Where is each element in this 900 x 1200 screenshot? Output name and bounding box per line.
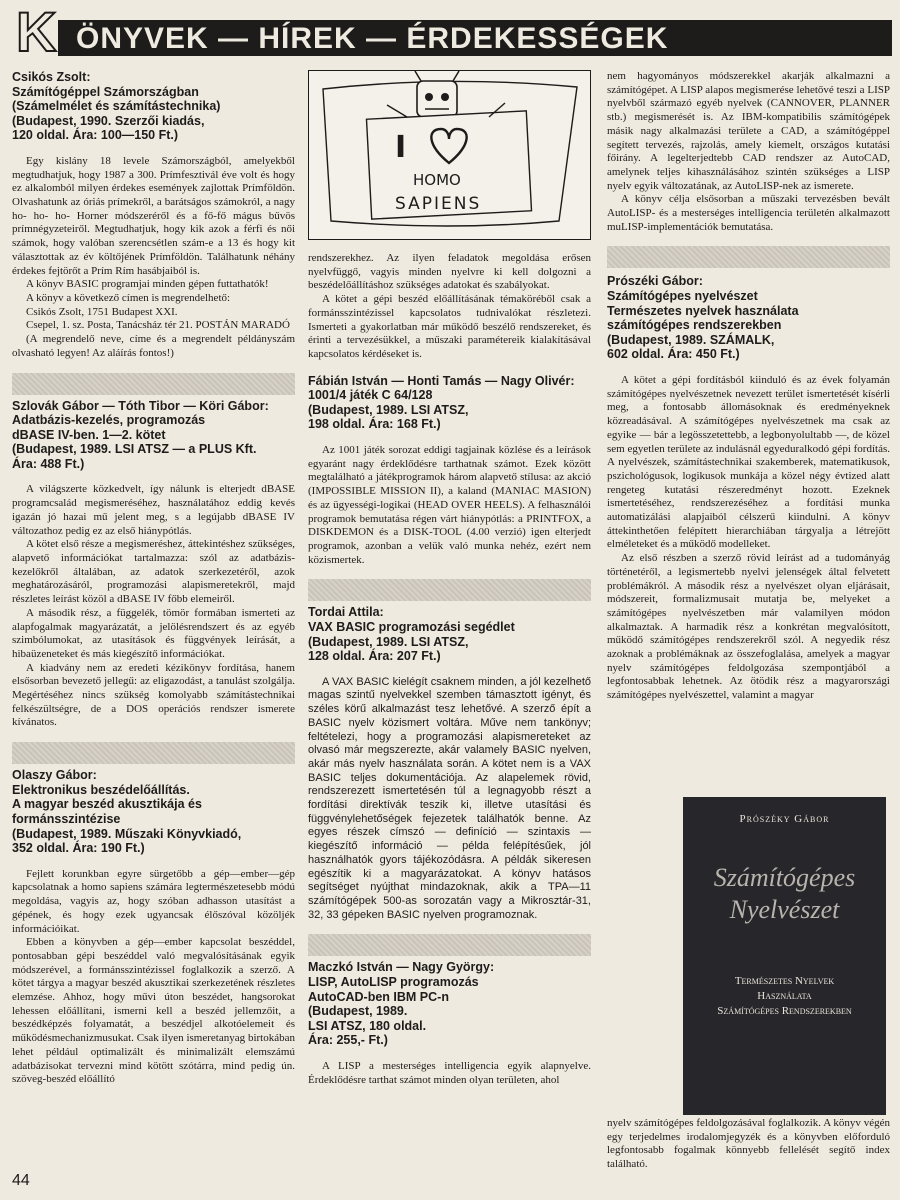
- review-maczko: [308, 960, 591, 1087]
- paragraph: nem hagyományos módszerekkel akarják alkalmazni a számítógépet. A LISP alapos megismerése lehetővé teszi a LISP nyelvből származó egyéb nyelvek (CANNOVER, PLANNER stb.) megismerését is. Az IBM-kompatibilis számítógépek másik nagy alkalmazási területe a CAD, a számítógéppel segített tervezés, rajzolás, amely kiemelt, országos kutatási főirány. A legelterjedtebb CAD rendszer az AutoCAD, amelynek teljes kihasználásához szintén szükséges a LISP nyelv egyik változatának, az AutoLISP-nek az ismerete.: [607, 70, 890, 192]
- paragraph: nyelv számítógépes feldolgozásával foglalkozik. A könyv végén egy terjedelmes irodalomjegyzék és a könyvben előforduló legfontosabb fogalmak könnyebb fellelését segítő index található.: [607, 1117, 890, 1171]
- paragraph: Az 1001 játék sorozat eddigi tagjainak közlése és a leírások egyaránt nagy érdeklődésre tarthatnak számot. Ezek között megtalálható a játékprogramok három alapvető stílusa: az akció (IMPOSSIBLE MISSION II), a kaland (MANIAC MASION) és az ügyességi-logikai (HEAD OVER HEELS). A felhasználói programok bemutatása régen várt hiánypótlás: a PRINTFOX, a DISKDEMON és a DISK-TOOL (4.00 verzió) igen elterjedt programok, azonban a velük való munka nehéz, ezért nem közismertek.: [308, 444, 591, 566]
- paragraph: A második rész, a függelék, tömör formában ismerteti az alapfogalmak magyarázatát, a jelölésrendszert és az egyéb szimbólumokat, az utasítások és függvények leírását, a hibaüzeneteket és más kiegészítő információkat.: [12, 606, 295, 660]
- review-heading: A magyar beszéd akusztikája és formánsszintézise: [12, 797, 202, 826]
- review-heading: Számítógéppel Számországban: [12, 84, 199, 99]
- review-heading: Olaszy Gábor:: [12, 768, 97, 783]
- review-heading: 128 oldal. Ára: 207 Ft.): [308, 649, 441, 664]
- review-heading: 120 oldal. Ára: 100—150 Ft.): [12, 128, 179, 143]
- review-heading: (Budapest, 1989.: [308, 1004, 408, 1019]
- review-heading: Prószéki Gábor:: [607, 274, 703, 289]
- review-heading: Természetes nyelvek használata: [607, 303, 799, 318]
- review-heading: (Budapest, 1989. LSI ATSZ,: [308, 634, 469, 649]
- review-heading: (Budapest, 1989. SZÁMALK,: [607, 332, 775, 347]
- paragraph: A kötet a gépi fordításból kiinduló és az évek folyamán számítógépes nyelvészetnek nevezett terület ismertetését kísérli meg, a fontosabb állomásoknak és eredményeknek közreadásával. A számítógépes nyelvészetnek ma csak az egyike — bár a legösszetettebb, a legbonyolultabb —, de közel sem egyetlen területe az indulásnál egyeduralkodó gépi fordítás. A nyelvészek, számítástechnikai szakemberek, matematikusok, pszichológusok, logikusok munkája a közel négy évtized alatt rengeteg kutatási részeredményt hozott. Ezeknek ismertetéséhez, rendszerezéséhez a fordítási munka automatizálási alapjaiból célszerű kiindulni. A könyv áttekinthetően felépített hierarchiában tárgyalja a létrejött elméleteket és a működő modelleket.: [607, 374, 890, 551]
- column-1: [12, 70, 295, 1087]
- review-heading: LISP, AutoLISP programozás: [308, 974, 479, 989]
- paragraph: A LISP a mesterséges intelligencia egyik alapnyelve. Érdeklődésre tarthat számot minden olyan területen, ahol: [308, 1059, 591, 1086]
- review-heading: 1001/4 játék C 64/128: [308, 388, 433, 403]
- masthead-initial: K: [16, 0, 55, 63]
- paragraph: Csepel, 1. sz. Posta, Tanácsház tér 21. POSTÁN MARADÓ: [26, 319, 290, 332]
- review-szlovak: [12, 399, 295, 731]
- review-csikos: [12, 70, 295, 361]
- review-heading: 198 oldal. Ára: 168 Ft.): [308, 417, 441, 432]
- column-3: [607, 70, 890, 703]
- section-divider: [12, 373, 295, 395]
- book-cover-subtitle-3: Számítógépes Rendszerekben: [717, 1005, 852, 1017]
- page-number: 44: [12, 1172, 30, 1189]
- cartoon-illustration: [308, 70, 591, 240]
- review-heading: (Budapest, 1990. Szerzői kiadás,: [12, 113, 205, 128]
- paragraph: Csikós Zsolt, 1751 Budapest XXI.: [26, 305, 178, 318]
- book-cover: [683, 797, 886, 1115]
- review-heading: Csikós Zsolt:: [12, 70, 91, 84]
- review-heading: (Számelmélet és számítástechnika): [12, 99, 221, 114]
- paragraph: A kötet első része a megismeréshez, áttekintéshez szükséges, alapvető információkat tartalmazza: szól az adatbázis-kezelőkről általában, az adatok szerkezetéről, azok meghatározásáról, programozási alapismeretekről, majd részletes leírást közöl a dBASE IV főbb elemeiről.: [12, 538, 295, 606]
- paragraph: A könyv célja elsősorban a műszaki tervezésben bevált AutoLISP- és a mesterséges intelligencia területén alkalmazott muLISP-implementációk bemutatása.: [607, 193, 890, 233]
- cartoon-word-sapiens: SAPIENS: [395, 194, 482, 214]
- section-divider: [308, 579, 591, 601]
- section-divider: [308, 934, 591, 956]
- review-heading: AutoCAD-ben IBM PC-n: [308, 989, 449, 1004]
- column-2: [308, 70, 591, 1087]
- review-heading: Elektronikus beszédelőállítás.: [12, 782, 190, 797]
- paragraph: A világszerte közkedvelt, így nálunk is elterjedt dBASE programcsalád megismeréséhez, használatához eddig kevés igazán jó hazai mű jelent meg, s a legújabb dBASE IV változathoz pedig ez az első hiánypótlás.: [12, 483, 295, 537]
- review-heading: Fábián István — Honti Tamás — Nagy Olivér:: [308, 373, 575, 388]
- review-heading: 602 oldal. Ára: 450 Ft.): [607, 347, 740, 362]
- paragraph: A könyv a következő címen is megrendelhető:: [26, 292, 231, 304]
- paragraph: Egy kislány 18 levele Számországból, amelyekből megtudhatjuk, hogy 1987 a 300. Prímfesztivál éve volt és hogy ez alkalomból milyen érdekes események zajlottak Prímföldön. Olvashatunk az óriás prímekről, a barátságos számokról, a nagy ho- ho- ho- Horner módszeréről és a fő-fő mágus bűvös prímnégyzeteiről. Megtudhatjuk, hogy kik azok a férfi és női számok, hogy valóban szerencsétlen szám-e a 13 és hogy kit választottak az év költőjének Prímföldön. Találhatunk néhány érdekes fejtörőt a Prím Rím hasábjaiból is.: [12, 154, 295, 277]
- paragraph: Fejlett korunkban egyre sürgetőbb a gép—ember—gép kapcsolatnak a homo sapiens számára legtermészetesebb módú megoldása, vagyis az, hogy szóban adhasson utasítást a gépének, és hogy ezek ugyancsak élőszóval közöljék információikat.: [12, 867, 295, 935]
- section-divider: [12, 742, 295, 764]
- masthead-title: ÖNYVEK — HÍREK — ÉRDEKESSÉGEK: [76, 22, 669, 55]
- review-heading: Tordai Attila:: [308, 605, 384, 620]
- book-cover-subtitle-1: Természetes Nyelvek: [734, 975, 835, 987]
- book-cover-title-line-2: Nyelvészet: [729, 895, 840, 924]
- book-cover-title-line-1: Számítógépes: [713, 863, 856, 892]
- paragraph: Az első részben a szerző rövid leírást ad a tudományág történetéről, a legismertebb nyelvi jelenségek által felvetett problémákról. A második rész a nyelvészet olyan eljárásait, módszereit, formalizmusait mutatja be, melyeket a számítógépes nyelvészetben már valamilyen módon alkalmaztak. A harmadik rész a konkrétan megvalósított, működő számítógépes rendszerekről szól. A negyedik rész azoknak a problémáknak az összefoglalása, amelyek a magyar nyelv számítógépes feldolgozása szempontjából a legfontosabbak lehetnek. Az ötödik rész a magyarországi számítógépes nyelvészettel, valamint a magyar: [607, 552, 890, 702]
- review-heading: Maczkó István — Nagy György:: [308, 960, 495, 975]
- review-proszeki: [607, 274, 890, 702]
- review-olaszy: [12, 768, 295, 1087]
- review-heading: (Budapest, 1989. Műszaki Könyvkiadó,: [12, 826, 242, 841]
- paragraph: rendszerekhez. Az ilyen feladatok megoldása erősen nyelvfüggő, vagyis minden nyelvre ki kell dolgozni a beszédelőállításhoz szükséges adatokat és szabályokat.: [308, 252, 591, 292]
- robot-cartoon-icon: [309, 71, 589, 238]
- review-heading: LSI ATSZ, 180 oldal.: [308, 1018, 427, 1033]
- review-heading: Adatbázis-kezelés, programozás: [12, 413, 206, 428]
- paragraph: A kiadvány nem az eredeti kézikönyv fordítása, hanem elsősorban bevezető jellegű: az eligazodást, a tanulást szolgálja. Megértéséhez nincs szükség komolyabb számítástechnikai felkészültségre, de a DOS operációs rendszer ismerete kívánatos.: [12, 661, 295, 729]
- paragraph: A könyv BASIC programjai minden gépen futtathatók!: [26, 278, 269, 291]
- paragraph: A kötet a gépi beszéd előállításának témaköréből csak a formánsszintézissel kapcsolatos tudnivalókat részletezi. Ismerteti a gyakorlatban már működő beszélő rendszereket, és érinti a tervezésükkel, a műszaki paramétereik kialakításával kapcsolatos kérdéseket is.: [308, 293, 591, 360]
- section-divider: [607, 246, 890, 268]
- masthead: [6, 0, 892, 63]
- review-heading: Ára: 255,- Ft.): [308, 1033, 388, 1048]
- book-cover-subtitle-2: Használata: [757, 990, 812, 1002]
- review-heading: Ára: 488 Ft.): [12, 456, 85, 471]
- cartoon-word-homo: HOMO: [413, 171, 461, 189]
- paragraph: A VAX BASIC kielégít csaknem minden, a jól kezelhető magas szintű nyelvekkel szemben támasztott igényt, és széles körű alkalmazást tesz lehetővé. A szerző épít a BASIC nyelv közismert voltára. Műve nem tankönyv; feltételezi, hogy a programozási alapismereteket az olvasó már megszerezte, akár valamely BASIC nyelven, akár más nyelv használata során. A kötet nem is a VAX BASIC teljes dokumentációja. Az alapelemek rövid, rendszerezett ismertetésén túl a legnagyobb részt a fordítási direktívák teszik ki, illetve utasítási és függvénylehetőségek fejezetek találhatók benne. Az egyes részek címszó — definíció — szintaxis — kiegészítő információ — példa felépítésűek, jól használhatók gyors tájékozódásra. A példák sikeresen egészítik ki a magyarázatokat. A könyv hatásos segítséget nyújthat mindazoknak, akik a TPA—11 számítógépek 500-as sorozatán vagy a Mikrosztár-31, 32, 33 gépeken BASIC nyelven programoznak.: [308, 675, 591, 921]
- closing-text: [607, 1117, 890, 1172]
- review-fabian: [308, 374, 591, 568]
- review-heading: Szlovák Gábor — Tóth Tibor — Köri Gábor:: [12, 398, 269, 413]
- review-heading: (Budapest, 1989. LSI ATSZ,: [308, 402, 469, 417]
- book-cover-author: Prószéky Gábor: [739, 813, 830, 825]
- review-heading: VAX BASIC programozási segédlet: [308, 619, 515, 634]
- paragraph: Ebben a könyvben a gép—ember kapcsolat beszéddel, pontosabban gépi beszéddel való megvalósításának egyik módszerével, a formánsszintézissel foglalkozik a szerző. A kötet tárgya a magyar beszéd akusztikai szerkezetének részletes elemzése. Ahhoz, hogy művi úton beszédet, hangsorokat lehessen előállítani, ismerni kell a beszéd jellemzőit, a beszédképzés folyamatát, a beszédjel alkotóelemeit és működésmechanizmusukat. Csak ilyen ismeretanyag birtokában lehet például optimalizált és minimalizált elemszámú adatbázisokat tervezni mind kötött szótárra, mind pedig ún. szöveg-beszéd előállító: [12, 936, 295, 1086]
- review-heading: számítógépes rendszerekben: [607, 318, 782, 333]
- cartoon-letter: I: [395, 130, 407, 165]
- review-tordai: [308, 605, 591, 922]
- review-heading: Számítógépes nyelvészet: [607, 289, 758, 304]
- review-heading: (Budapest, 1989. LSI ATSZ — a PLUS Kft.: [12, 442, 257, 457]
- review-heading: dBASE IV-ben. 1—2. kötet: [12, 427, 166, 442]
- paragraph: (A megrendelő neve, címe és a megrendelt példányszám olvasható legyen! Az aláírás fontos!): [12, 333, 295, 359]
- review-heading: 352 oldal. Ára: 190 Ft.): [12, 841, 145, 856]
